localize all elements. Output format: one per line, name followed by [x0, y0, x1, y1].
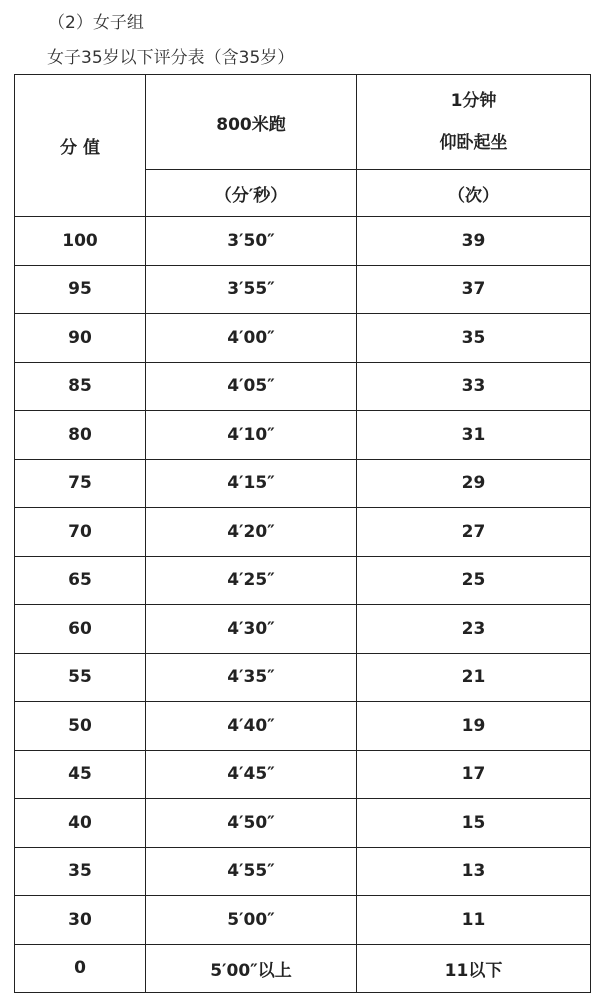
situp-count-cell: 35 [357, 314, 591, 363]
run-time-cell: 4′25″ [146, 556, 357, 605]
run-time-cell: 4′30″ [146, 605, 357, 654]
table-row [15, 653, 591, 702]
table-row [15, 314, 591, 363]
score-cell: 35 [15, 847, 146, 896]
run-time-cell: 4′40″ [146, 702, 357, 751]
score-cell: 50 [15, 702, 146, 751]
situp-count-cell: 13 [357, 847, 591, 896]
score-column-header: 分 值 [15, 75, 146, 217]
section-heading: （2）女子组 [48, 13, 144, 33]
run-time-cell: 5′00″ [146, 896, 357, 945]
situp-count-cell: 29 [357, 459, 591, 508]
table-row [15, 896, 591, 945]
situp-count-cell: 27 [357, 508, 591, 557]
table-row [15, 702, 591, 751]
score-cell: 65 [15, 556, 146, 605]
score-cell: 0 [15, 944, 146, 993]
situp-count-cell: 11以下 [357, 944, 591, 993]
score-cell: 90 [15, 314, 146, 363]
header-row-main [15, 75, 591, 170]
table-row [15, 799, 591, 848]
run-time-cell: 4′15″ [146, 459, 357, 508]
run-time-cell: 4′05″ [146, 362, 357, 411]
run-time-cell: 4′50″ [146, 799, 357, 848]
situp-count-cell: 17 [357, 750, 591, 799]
situp-count-cell: 21 [357, 653, 591, 702]
run-time-cell: 4′00″ [146, 314, 357, 363]
table-row [15, 605, 591, 654]
situp-count-cell: 37 [357, 265, 591, 314]
score-cell: 45 [15, 750, 146, 799]
table-row [15, 847, 591, 896]
table-row [15, 411, 591, 460]
situp-count-cell: 15 [357, 799, 591, 848]
situp-count-cell: 11 [357, 896, 591, 945]
situp-header-line2: 仰卧起坐 [439, 133, 508, 153]
score-cell: 70 [15, 508, 146, 557]
situp-count-cell: 39 [357, 217, 591, 266]
table-caption: 女子35岁以下评分表（含35岁） [47, 48, 295, 68]
run-time-cell: 4′45″ [146, 750, 357, 799]
score-cell: 95 [15, 265, 146, 314]
run-time-cell: 4′55″ [146, 847, 357, 896]
run-time-cell: 3′50″ [146, 217, 357, 266]
run-column-header: 800米跑 [146, 75, 357, 170]
score-cell: 85 [15, 362, 146, 411]
situp-count-cell: 31 [357, 411, 591, 460]
run-time-cell: 5′00″以上 [146, 944, 357, 993]
score-cell: 30 [15, 896, 146, 945]
run-time-cell: 4′20″ [146, 508, 357, 557]
run-time-cell: 4′35″ [146, 653, 357, 702]
score-cell: 40 [15, 799, 146, 848]
situp-count-cell: 25 [357, 556, 591, 605]
run-unit-header: （分′秒） [146, 170, 357, 217]
score-cell: 75 [15, 459, 146, 508]
situp-header-line1: 1分钟 [450, 91, 497, 111]
table-row [15, 750, 591, 799]
table-row [15, 556, 591, 605]
table-row [15, 508, 591, 557]
score-cell: 100 [15, 217, 146, 266]
situp-column-header [357, 75, 591, 170]
score-cell: 60 [15, 605, 146, 654]
score-cell: 80 [15, 411, 146, 460]
table-row [15, 217, 591, 266]
table-row [15, 265, 591, 314]
run-time-cell: 3′55″ [146, 265, 357, 314]
score-table [14, 74, 591, 993]
score-cell: 55 [15, 653, 146, 702]
table-row [15, 362, 591, 411]
situp-unit-header: （次） [357, 170, 591, 217]
situp-count-cell: 23 [357, 605, 591, 654]
situp-count-cell: 19 [357, 702, 591, 751]
table-row [15, 459, 591, 508]
run-time-cell: 4′10″ [146, 411, 357, 460]
situp-count-cell: 33 [357, 362, 591, 411]
table-row [15, 944, 591, 993]
score-table-body [15, 75, 591, 993]
